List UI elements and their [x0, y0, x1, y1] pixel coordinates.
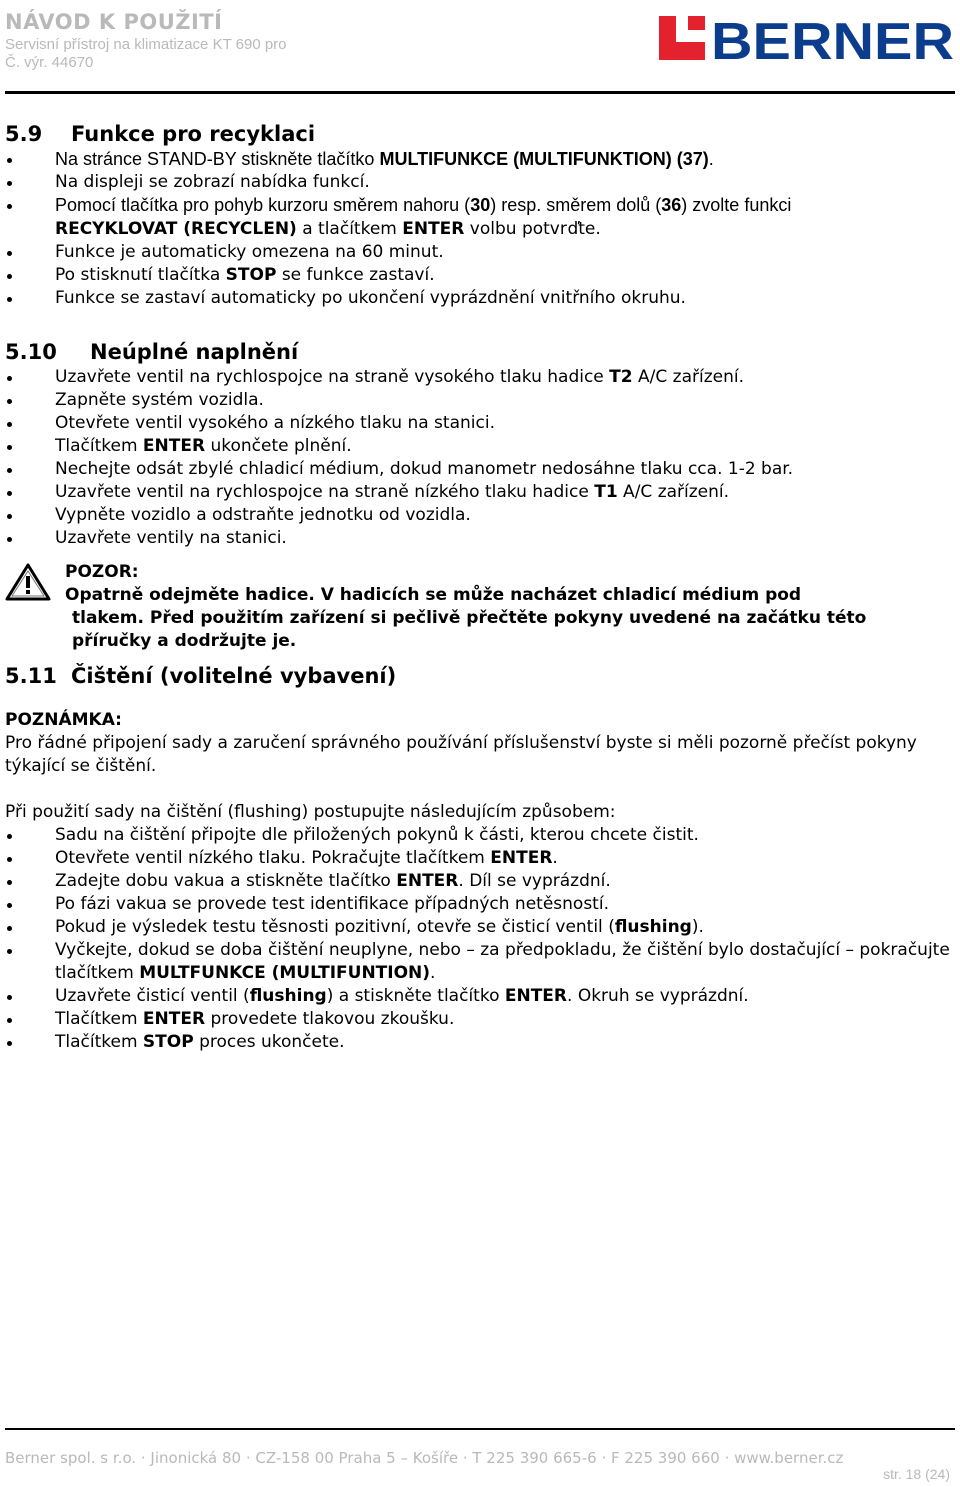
section-heading-5-9: 5.9 Funkce pro recyklaci [5, 122, 316, 146]
partial-fill-steps-list [5, 366, 950, 550]
document-title: NÁVOD K POUŽITÍ [5, 10, 223, 34]
section-heading-5-11: 5.11 Čištění (volitelné vybavení) [5, 664, 397, 688]
list-item: Otevřete ventil nízkého tlaku. Pokračujte tlačítkem ENTER. [5, 847, 950, 870]
list-item: Uzavřete ventily na stanici. [5, 527, 950, 550]
footer-divider [5, 1428, 955, 1430]
list-item: Nechejte odsát zbylé chladicí médium, dokud manometr nedosáhne tlaku cca. 1-2 bar. [5, 458, 950, 481]
warning-box [5, 561, 950, 653]
warning-line: příručky a dodržujte je. [72, 631, 297, 651]
list-item: Vypněte vozidlo a odstraňte jednotku od vozidla. [5, 504, 950, 527]
list-item: Tlačítkem ENTER ukončete plnění. [5, 435, 950, 458]
article-number: Č. výr. 44670 [5, 54, 94, 71]
list-item: Pomocí tlačítka pro pohyb kurzoru směrem nahoru (30) resp. směrem dolů (36) zvolte funkci RECYKLOVAT (RECYCLEN) a tlačítkem ENTER volbu potvrďte. [5, 194, 950, 241]
list-item: Po fázi vakua se provede test identifikace případných netěsností. [5, 893, 950, 916]
list-item: Pokud je výsledek testu těsnosti pozitivní, otevře se čisticí ventil (flushing). [5, 916, 950, 939]
list-item: Uzavřete čisticí ventil (flushing) a stiskněte tlačítko ENTER. Okruh se vyprázdní. [5, 985, 950, 1008]
list-item: Tlačítkem ENTER provedete tlakovou zkoušku. [5, 1008, 950, 1031]
list-item: Otevřete ventil vysokého a nízkého tlaku na stanici. [5, 412, 950, 435]
warning-triangle-icon [5, 563, 51, 601]
recycle-steps-list [5, 148, 950, 310]
warning-label: POZOR: [65, 562, 139, 582]
list-item: Na displeji se zobrazí nabídka funkcí. [5, 171, 950, 194]
main-content [5, 121, 950, 1054]
list-item: Zapněte systém vozidla. [5, 389, 950, 412]
berner-logo [659, 14, 955, 64]
list-item: Uzavřete ventil na rychlospojce na straně nízkého tlaku hadice T1 A/C zařízení. [5, 481, 950, 504]
logo-mark-notch-2 [688, 30, 705, 42]
list-item: Zadejte dobu vakua a stiskněte tlačítko ENTER. Díl se vyprázdní. [5, 870, 950, 893]
note-text: Pro řádné připojení sady a zaručení správného používání příslušenství byste si měli pozorně přečíst pokyny týkající se čištění. [5, 733, 917, 776]
list-item: Tlačítkem STOP proces ukončete. [5, 1031, 950, 1054]
warning-line: tlakem. Před použitím zařízení si pečlivě přečtěte pokyny uvedené na začátku této [72, 608, 867, 628]
list-item: Na stránce STAND-BY stiskněte tlačítko MULTIFUNKCE (MULTIFUNKTION) (37). [5, 148, 950, 171]
list-item: Sadu na čištění připojte dle přiložených pokynů k části, kterou chcete čistit. [5, 824, 950, 847]
warning-line: Opatrně odejměte hadice. V hadicích se může nacházet chladicí médium pod [65, 585, 802, 605]
header-divider [5, 91, 955, 94]
list-item: Funkce se zastaví automaticky po ukončení vyprázdnění vnitřního okruhu. [5, 287, 950, 310]
note-label: POZNÁMKA: [5, 710, 122, 730]
warning-text [65, 561, 950, 653]
logo-text: BERNER [711, 14, 954, 64]
page-number: str. 18 (24) [883, 1466, 950, 1482]
flushing-intro: Při použití sady na čištění (flushing) postupujte následujícím způsobem: [5, 802, 616, 822]
footer-address: Berner spol. s r.o. · Jinonická 80 · CZ-158 00 Praha 5 – Košíře · T 225 390 665-6 · F 225 390 660 · www.berner.cz [5, 1449, 844, 1467]
list-item: Po stisknutí tlačítka STOP se funkce zastaví. [5, 264, 950, 287]
flushing-steps-list [5, 824, 950, 1054]
list-item: Uzavřete ventil na rychlospojce na straně vysokého tlaku hadice T2 A/C zařízení. [5, 366, 950, 389]
page-header [5, 8, 955, 94]
list-item: Vyčkejte, dokud se doba čištění neuplyne, nebo – za předpokladu, že čištění bylo dostačující – pokračujte tlačítkem MULTFUNKCE (MULTIFUNTION). [5, 939, 950, 985]
document-subtitle: Servisní přístroj na klimatizace KT 690 pro [5, 36, 287, 53]
list-item: Funkce je automaticky omezena na 60 minut. [5, 241, 950, 264]
logo-mark-notch [676, 16, 688, 42]
section-heading-5-10: 5.10 Neúplné naplnění [5, 340, 299, 364]
